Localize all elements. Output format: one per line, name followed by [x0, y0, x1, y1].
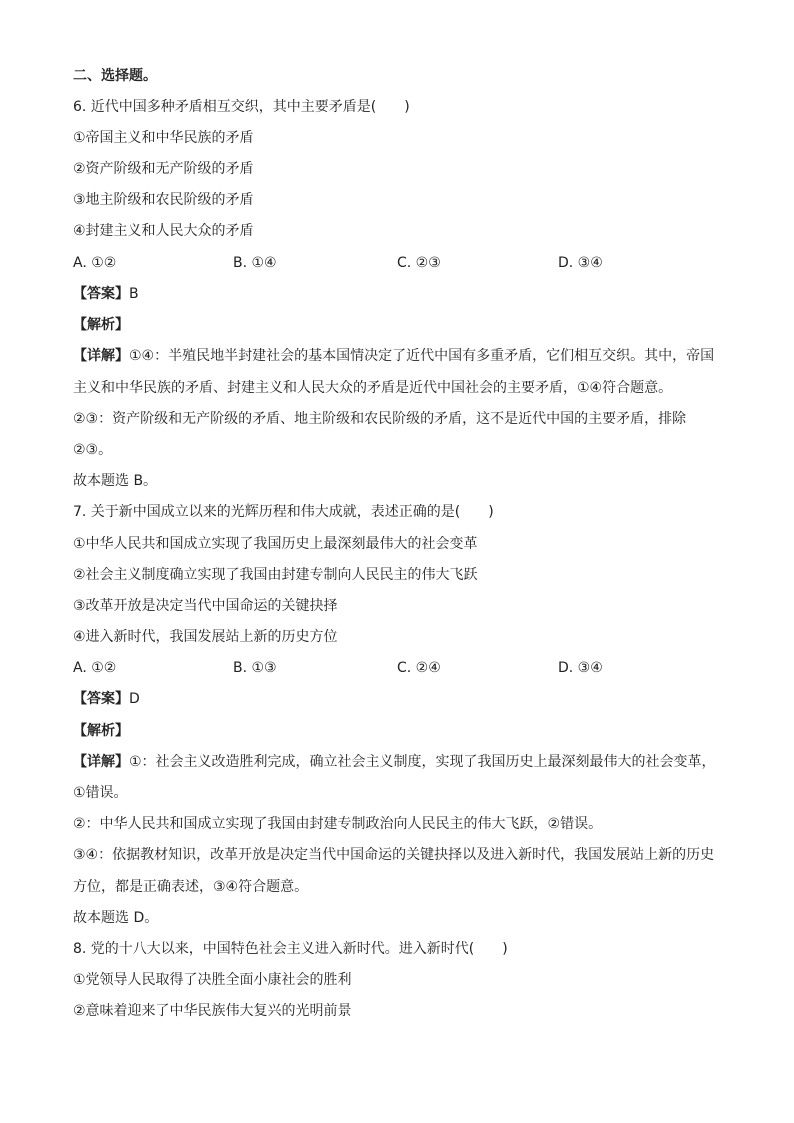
q8-stem: 8. 党的十八大以来，中国特色社会主义进入新时代。进入新时代( ) [73, 941, 508, 957]
q6-item: ③地主阶级和农民阶级的矛盾 [73, 192, 254, 208]
q6-detail-line: ②③：资产阶级和无产阶级的矛盾、地主阶级和农民阶级的矛盾，这不是近代中国的主要矛盾，排除 [73, 411, 687, 427]
q6-item: ②资产阶级和无产阶级的矛盾 [73, 161, 254, 177]
q7-stem: 7. 关于新中国成立以来的光辉历程和伟大成就，表述正确的是( ) [73, 504, 494, 520]
q7-option-a: A. ①② [73, 660, 117, 676]
q7-option-d: D. ③④ [558, 660, 603, 676]
answer-tag: 【答案】 [73, 286, 129, 302]
q8-item: ①党领导人民取得了决胜全面小康社会的胜利 [73, 972, 352, 988]
q7-item: ④进入新时代，我国发展站上新的历史方位 [73, 629, 338, 645]
section-title: 二、选择题。 [73, 68, 157, 84]
q7-option-b: B. ①③ [233, 660, 277, 676]
answer-tag: 【答案】 [73, 691, 129, 707]
q6-option-b: B. ①④ [233, 255, 277, 271]
q6-option-d: D. ③④ [558, 255, 603, 271]
q6-analysis-tag: 【解析】 [73, 317, 129, 333]
q6-answer [73, 284, 139, 304]
q7-detail-line: 方位，都是正确表述，③④符合题意。 [73, 879, 309, 895]
q7-detail-line: ①错误。 [73, 785, 128, 801]
q7-item: ②社会主义制度确立实现了我国由封建专制向人民民主的伟大飞跃 [73, 567, 478, 583]
detail-tag: 【详解】 [73, 754, 129, 770]
q7-analysis-tag: 【解析】 [73, 723, 129, 739]
q6-option-c: C. ②③ [397, 255, 441, 271]
detail-text: ①：社会主义改造胜利完成，确立社会主义制度，实现了我国历史上最深刻最伟大的社会变革， [129, 754, 716, 770]
detail-text: ①④：半殖民地半封建社会的基本国情决定了近代中国有多重矛盾，它们相互交织。其中，帝国 [129, 348, 715, 364]
answer-value: B [129, 286, 139, 302]
q8-item: ②意味着迎来了中华民族伟大复兴的光明前景 [73, 1003, 352, 1019]
q6-conclusion: 故本题选 B。 [73, 473, 158, 489]
q7-item: ③改革开放是决定当代中国命运的关键抉择 [73, 598, 338, 614]
q6-detail-line [73, 346, 714, 366]
q6-detail-line: 主义和中华民族的矛盾、封建主义和人民大众的矛盾是近代中国社会的主要矛盾，①④符合题意。 [73, 380, 673, 396]
q7-conclusion: 故本题选 D。 [73, 910, 159, 926]
q6-detail-line: ②③。 [73, 442, 113, 458]
q7-detail-line: ③④：依据教材知识，改革开放是决定当代中国命运的关键抉择以及进入新时代，我国发展站上新的历史 [73, 847, 715, 863]
answer-value: D [129, 691, 140, 707]
q7-item: ①中华人民共和国成立实现了我国历史上最深刻最伟大的社会变革 [73, 536, 478, 552]
q7-detail-line [73, 752, 716, 772]
detail-tag: 【详解】 [73, 348, 129, 364]
q6-option-a: A. ①② [73, 255, 117, 271]
q7-detail-line: ②：中华人民共和国成立实现了我国由封建专制政治向人民民主的伟大飞跃，②错误。 [73, 816, 603, 832]
q7-option-c: C. ②④ [397, 660, 441, 676]
q6-item: ①帝国主义和中华民族的矛盾 [73, 130, 254, 146]
q6-item: ④封建主义和人民大众的矛盾 [73, 223, 254, 239]
q6-stem: 6. 近代中国多种矛盾相互交织，其中主要矛盾是( ) [73, 99, 410, 115]
q7-answer [73, 689, 140, 709]
